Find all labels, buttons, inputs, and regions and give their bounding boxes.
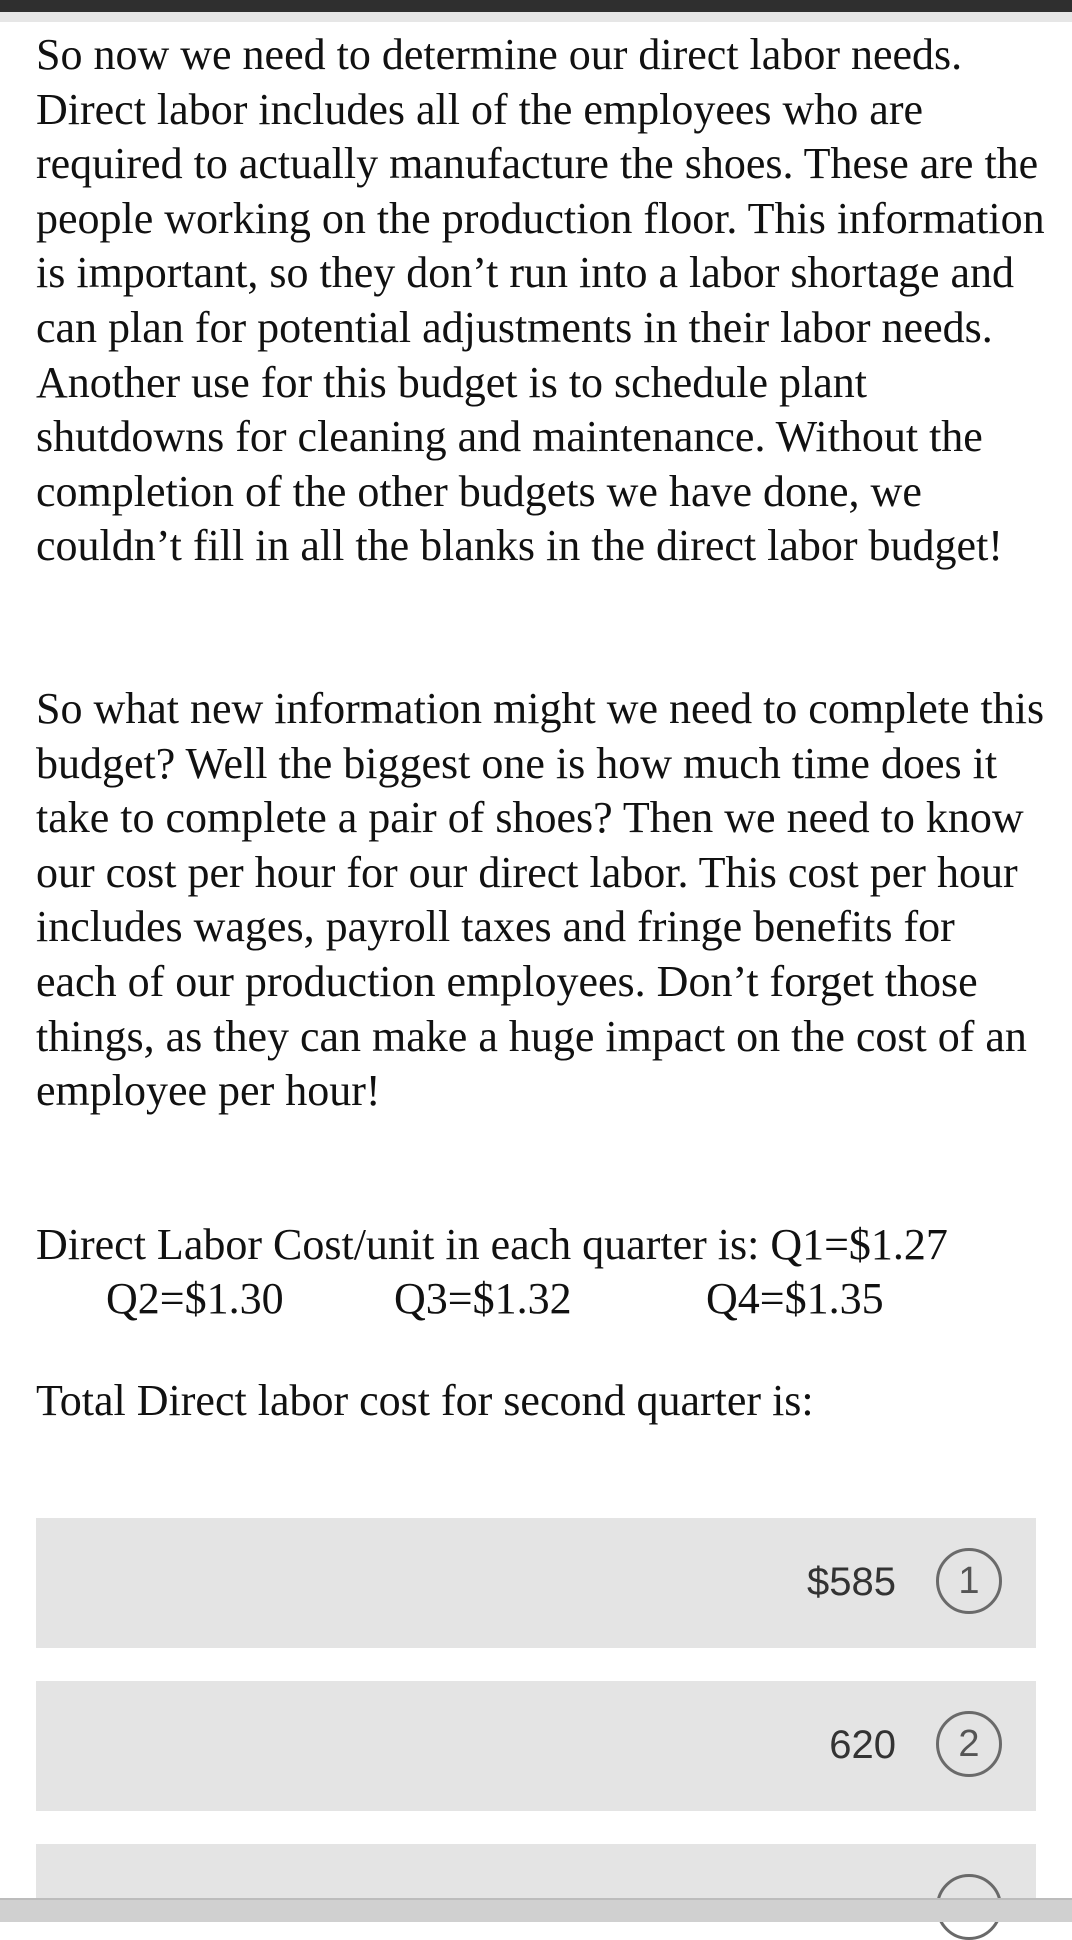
answer-option-label: 620 [829,1723,896,1767]
paragraph-new-information: So what new information might we need to complete this budget? Well the biggest one is how much time does it take to complete a pair of shoes? Then we need to know our cost per hour for our direct labor. This cost per hour includes wages, payroll taxes and fringe benefits for each of our production employees. Don’t forget those things, as they can make a huge impact on the cost of an employee per hour! [36,684,1045,1116]
question-prompt: Total Direct labor cost for second quarter is: [36,1376,814,1425]
quarter-4-cost: Q4=$1.35 [706,1274,884,1323]
status-bar [0,0,1072,12]
quarter-costs [106,1272,1006,1327]
answer-option-2[interactable] [36,1681,1036,1811]
paragraph-direct-labor: So now we need to determine our direct labor needs. Direct labor includes all of the employees who are required to actually manufacture the shoes. These are the people working on the production floor. This information is important, so they don’t run into a labor shortage and can plan for potential adjustments in their labor needs. Another use for this budget is to schedule plant shutdowns for cleaning and maintenance. Without the completion of the other budgets we have done, we couldn’t fill in all the blanks in the direct labor budget! [36,30,1045,571]
answer-option-label: $585 [807,1560,896,1604]
paragraph-cost-per-unit: Direct Labor Cost/unit in each quarter is: Q1=$1.27 [36,1220,948,1269]
answer-number-badge: 1 [936,1548,1002,1614]
answer-number-badge: 2 [936,1711,1002,1777]
toolbar-shadow [0,12,1072,22]
answer-option-1[interactable] [36,1518,1036,1648]
quarter-2-cost: Q2=$1.30 [106,1274,284,1323]
quarter-3-cost: Q3=$1.32 [394,1274,572,1323]
bottom-navigation-bar [0,1898,1072,1922]
